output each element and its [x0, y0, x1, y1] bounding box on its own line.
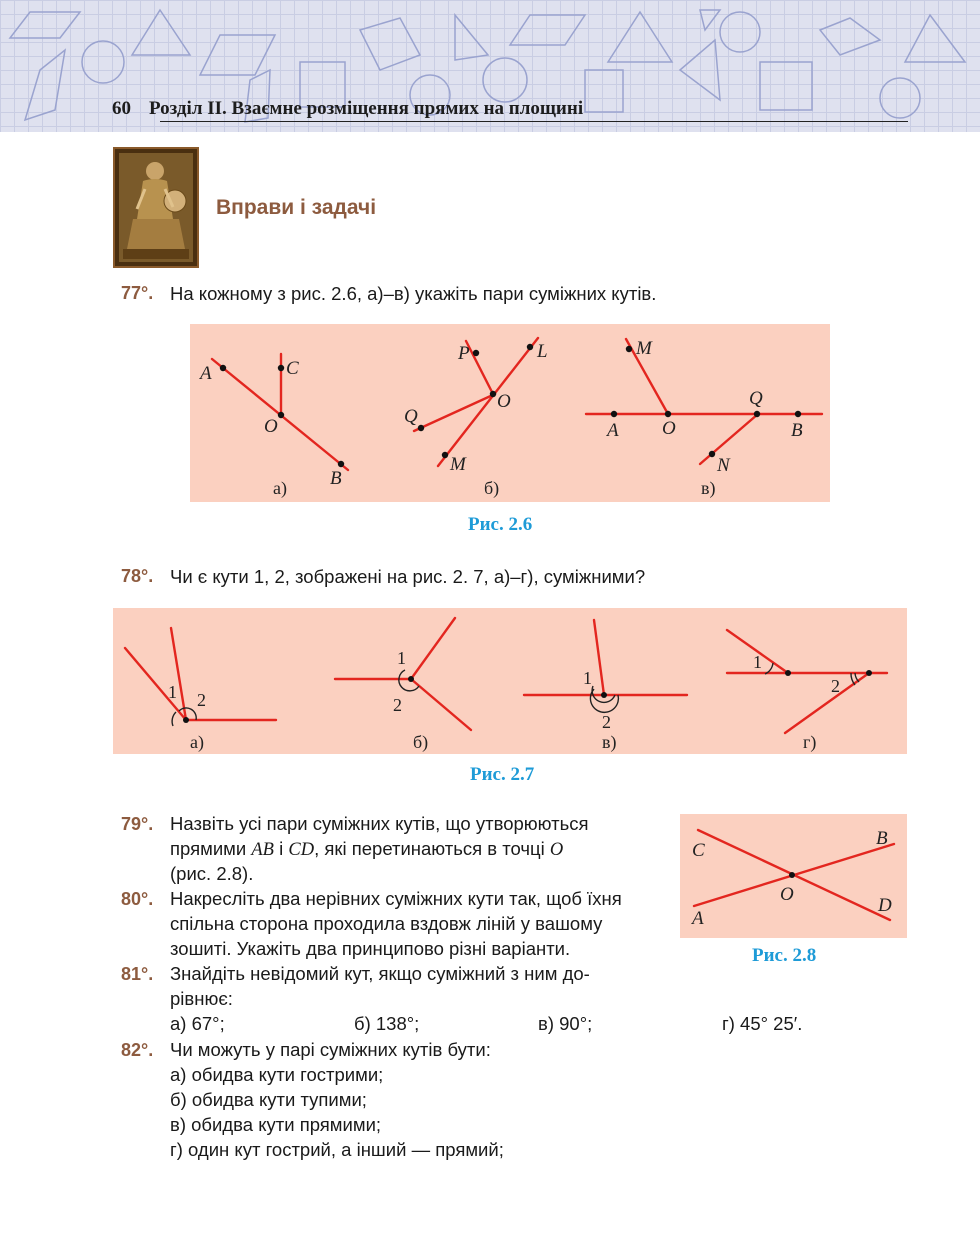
exercise-82-number: 82°.	[121, 1040, 154, 1060]
exercise-77-text: На кожному з рис. 2.6, а)–в) укажіть пари суміжних кутів.	[170, 283, 657, 304]
fig26c-label-N: N	[717, 455, 730, 476]
fig26b-ray-OQ	[414, 394, 495, 431]
fig27c-angle-2: 2	[602, 712, 611, 732]
fig27b-sublabel: б)	[413, 732, 429, 752]
fig28-label-A: A	[692, 908, 704, 929]
fig26b-sublabel: б)	[484, 478, 500, 498]
fig26c-label-B: B	[791, 420, 803, 441]
fig26a-label-B: B	[330, 468, 342, 489]
exercise-82-option-a: а) обидва кути гострими;	[170, 1064, 384, 1085]
exercise-81-option-a: а) 67°;	[170, 1013, 225, 1034]
exercise-81-line-2: рівнює:	[170, 988, 233, 1009]
exercise-80-number: 80°.	[121, 889, 154, 909]
exercise-82-line-1: Чи можуть у парі суміжних кутів бути:	[170, 1039, 491, 1060]
fig26a-label-O: O	[264, 416, 278, 437]
fig26b-ray-OP	[466, 341, 493, 394]
exercise-78-text: Чи є кути 1, 2, зображені на рис. 2. 7, а)–г), суміжними?	[170, 566, 646, 587]
statue-illustration	[113, 147, 199, 268]
fig26b-label-L: L	[537, 341, 548, 362]
fig28-label-D: D	[878, 895, 892, 916]
exercise-80-line-3: зошиті. Укажіть два принципово різні варіанти.	[170, 938, 571, 959]
fig28-label-C: C	[692, 840, 705, 861]
fig27d-angle-1: 1	[753, 652, 762, 672]
fig27c-sublabel: в)	[602, 732, 617, 752]
fig26b-label-O: O	[497, 391, 511, 412]
fig27a-sublabel: а)	[190, 732, 204, 752]
figure-2-7-caption: Рис. 2.7	[470, 764, 535, 785]
figure-2-6	[190, 324, 830, 502]
fig28-label-B: B	[876, 828, 888, 849]
fig26b-label-Q: Q	[404, 406, 418, 427]
section-title: Вправи і задачі	[216, 196, 377, 219]
fig26c-sublabel: в)	[701, 478, 716, 498]
fig26b-line-LM	[438, 338, 538, 466]
figure-2-8-caption: Рис. 2.8	[752, 945, 817, 966]
fig27d-sublabel: г)	[803, 732, 817, 752]
chapter-title: Розділ II. Взаємне розміщення прямих на площині	[149, 98, 584, 119]
exercise-81-number: 81°.	[121, 964, 154, 984]
page-number: 60	[112, 98, 131, 119]
fig26c-label-A: A	[607, 420, 619, 441]
fig27d-angle-2: 2	[831, 676, 840, 696]
figure-2-7	[113, 608, 907, 754]
exercise-79-number: 79°.	[121, 814, 154, 834]
exercise-79-line-1: Назвіть усі пари суміжних кутів, що утворюються	[170, 813, 589, 834]
fig26b-label-M: M	[450, 454, 466, 475]
figure-2-6-caption: Рис. 2.6	[468, 514, 533, 535]
figure-2-8	[680, 814, 907, 938]
fig26b-label-P: P	[458, 343, 470, 364]
exercise-79-line-3: (рис. 2.8).	[170, 863, 254, 884]
exercise-77-number: 77°.	[121, 283, 154, 303]
fig27a-angle-1: 1	[168, 682, 177, 702]
fig26c-label-O: O	[662, 418, 676, 439]
exercise-82-option-d: г) один кут гострий, а інший — прямий;	[170, 1139, 504, 1160]
running-head	[112, 98, 583, 120]
exercise-81-option-b: б) 138°;	[354, 1013, 420, 1034]
fig26a-sublabel: а)	[273, 478, 287, 498]
fig26a-label-A: A	[200, 363, 212, 384]
header-rule	[160, 121, 908, 122]
exercise-81-option-c: в) 90°;	[538, 1013, 593, 1034]
fig27b-angle-1: 1	[397, 648, 406, 668]
exercise-82-option-b: б) обидва кути тупими;	[170, 1089, 367, 1110]
fig26a-label-C: C	[286, 358, 299, 379]
exercise-81-option-d: г) 45° 25′.	[722, 1013, 803, 1034]
fig26c-label-Q: Q	[749, 388, 763, 409]
exercise-81-line-1: Знайдіть невідомий кут, якщо суміжний з ним до-	[170, 963, 590, 984]
fig27b-angle-2: 2	[393, 695, 402, 715]
fig27c-angle-1: 1	[583, 668, 592, 688]
fig26c-label-M: M	[636, 338, 652, 359]
fig28-label-O: O	[780, 884, 794, 905]
exercise-79-line-2: прямими AB і CD, які перетинаються в точці O	[170, 838, 564, 860]
fig27a-angle-2: 2	[197, 690, 206, 710]
exercise-78-number: 78°.	[121, 566, 154, 586]
exercise-80-line-1: Накресліть два нерівних суміжних кути так, щоб їхня	[170, 888, 622, 909]
exercise-82-option-c: в) обидва кути прямими;	[170, 1114, 382, 1135]
exercise-80-line-2: спільна сторона проходила вздовж ліній у вашому	[170, 913, 603, 934]
